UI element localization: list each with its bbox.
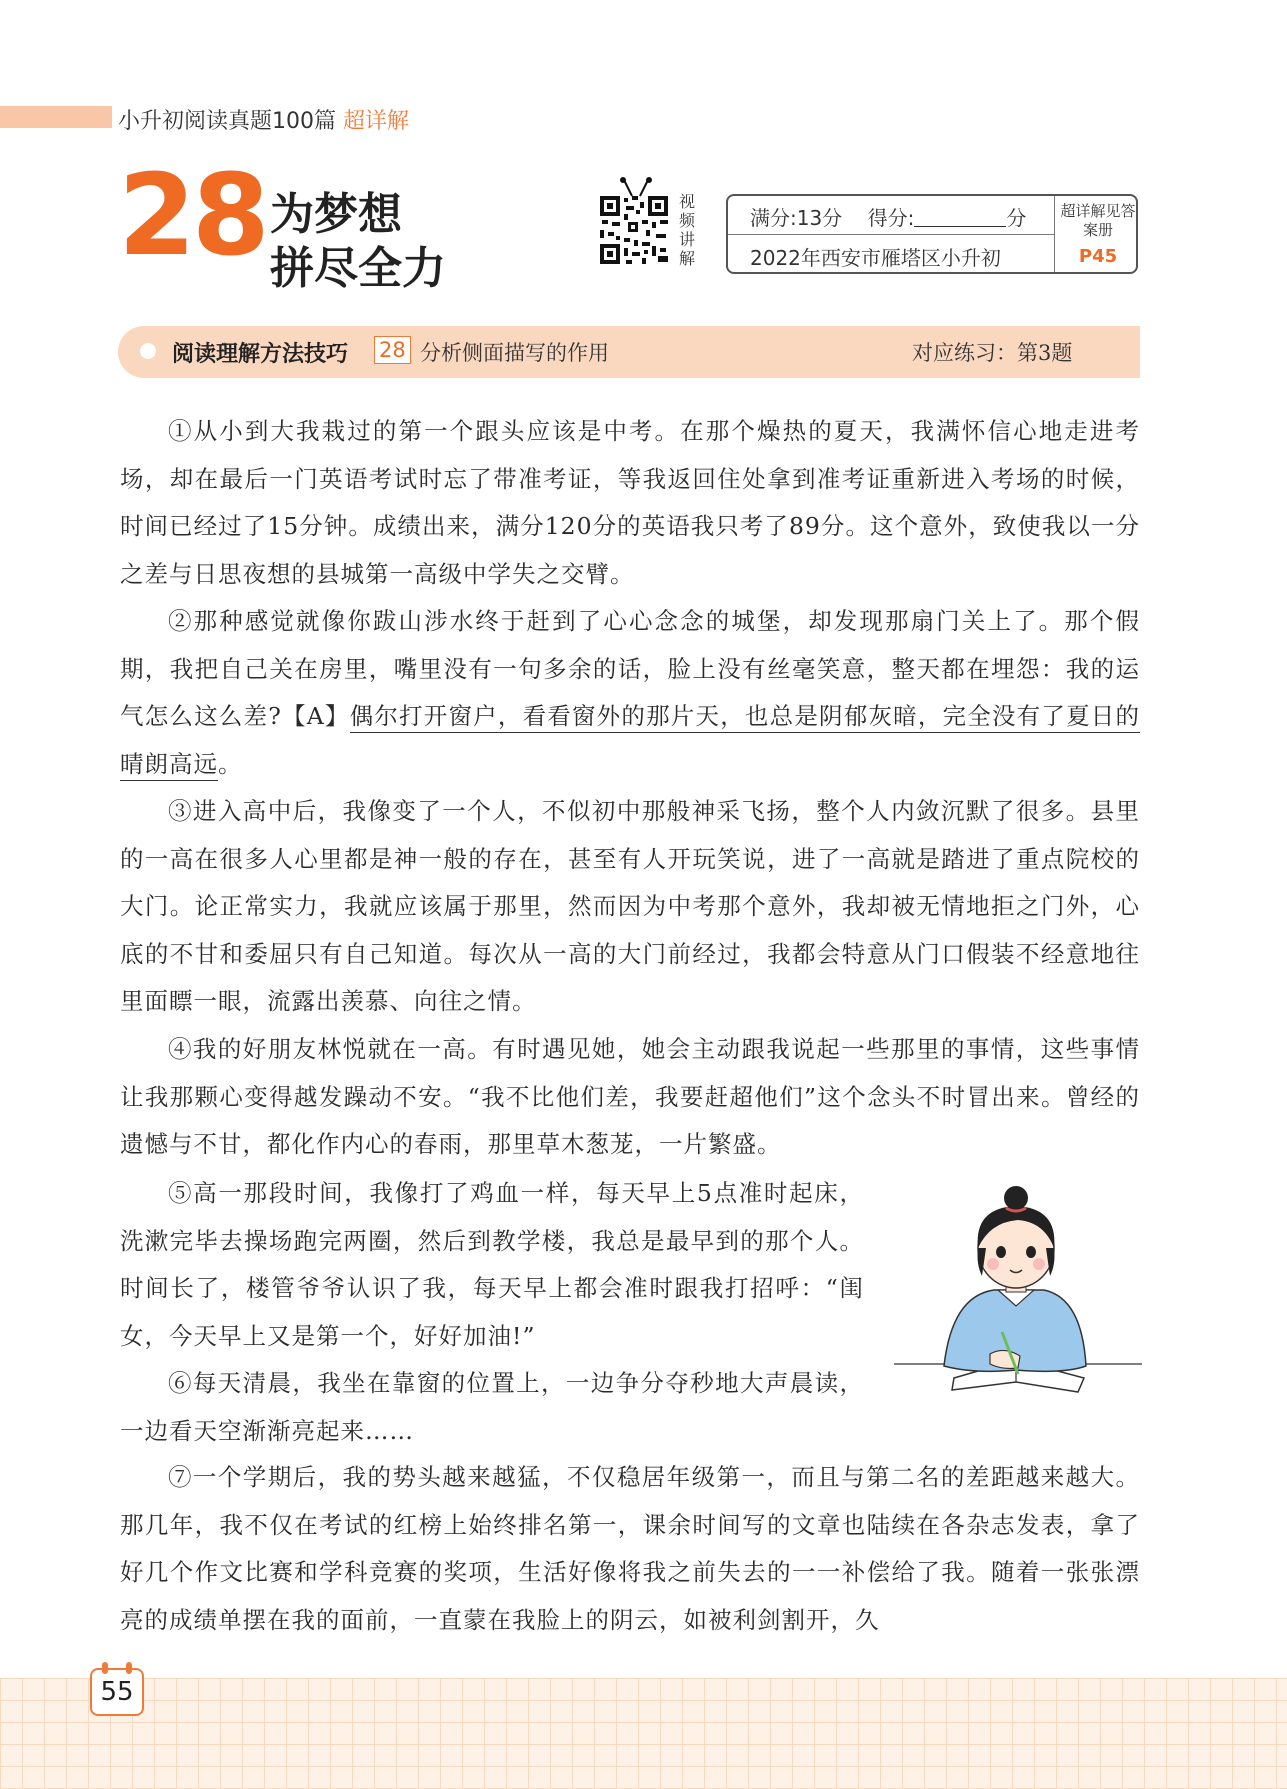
paragraph-4: ④我的好朋友林悦就在一高。有时遇见她，她会主动跟我说起一些那里的事情，这些事情让我那颗心变得越发躁动不安。“我不比他们差，我要赶超他们”这个念头不时冒出来。曾经的遗憾与不甘，都化作内心的春雨，那里草木葱茏，一片繁盛。 [120,1035,1140,1158]
full-score: 满分:13分 [750,206,843,230]
method-practice: 对应练习：第3题 [912,341,1073,365]
book-subtitle: 超详解 [343,109,410,134]
method-number: 28 [374,336,411,364]
footer-grid [0,1678,1287,1789]
paragraph-7: ⑦一个学期后，我的势头越来越猛，不仅稳居年级第一，而且与第二名的差距越来越大。 那几年，我不仅在考试的红榜上始终排名第一，课余时间写的文章也陆续在各杂志发表，拿了好几个作文比赛和学科竞赛的奖项，生活好像将我之前失去的一一补偿给了我。随着一张张漂亮的成绩单摆在我的面前，一直蒙在我脸上的阴云，如被利剑割开，久 [120,1463,1140,1634]
score-unit: 分 [1006,206,1027,230]
book-title: 小升初阅读真题100篇 超详解 [118,109,410,134]
lesson-title-line1: 为梦想 [270,189,402,240]
antenna-icon [614,176,658,198]
paragraph-5: ⑤高一那段时间，我像打了鸡血一样，每天早上5点准时起床，洗漱完毕去操场跑完两圈，然后到教学楼，我总是最早到的那个人。时间长了，楼管爷爷认识了我，每天早上都会准时跟我打招呼：“闺女，今天早上又是第一个，好好加油!” [120,1179,864,1350]
qr-code-icon[interactable] [598,194,670,266]
underlined-sentence-a: 偶尔打开窗户，看看窗外的那片天，也总是阴郁灰暗，完全没有了夏日的晴朗高远 [120,702,1140,781]
girl-studying-illustration [894,1178,1142,1406]
score-label: 得分: [867,206,915,230]
lesson-title-line2: 拼尽全力 [270,243,446,294]
bullet-dot-icon [140,343,156,359]
score-blank[interactable] [914,208,1006,227]
header-accent-bar [0,106,112,128]
score-line [750,202,1026,231]
video-label: 视频讲解 [678,192,695,268]
lesson-number: 28 [118,151,266,281]
paragraph-3: ③进入高中后，我像变了一个人，不似初中那般神采飞扬，整个人内敛沉默了很多。县里的一高在很多人心里都是神一般的存在，甚至有人开玩笑说，进了一高就是踏进了重点院校的大门。论正常实力，我就应该属于那里，然而因为中考那个意外，我却被无情地拒之门外，心底的不甘和委屈只有自己知道。每次从一高的大门前经过，我都会特意从门口假装不经意地往里面瞟一眼，流露出羡慕、向往之情。 [120,797,1140,1015]
page-number: 55 [100,1677,134,1707]
paragraph-6: ⑥每天清晨，我坐在靠窗的位置上，一边争分夺秒地大声晨读，一边看天空渐渐亮起来…… [120,1369,864,1445]
method-topic: 分析侧面描写的作用 [420,341,609,365]
score-box [726,194,1138,274]
answer-page: P45 [1078,246,1118,267]
answer-note: 超详解见答案册 [1060,202,1136,239]
exam-info: 2022年西安市雁塔区小升初 [750,246,1001,270]
paragraph-1: ①从小到大我栽过的第一个跟头应该是中考。在那个燥热的夏天，我满怀信心地走进考场，却在最后一门英语考试时忘了带准考证，等我返回住处拿到准考证重新进入考场的时候，时间已经过了15分钟。成绩出来，满分120分的英语我只考了89分。这个意外，致使我以一分之差与日思夜想的县城第一高级中学失之交臂。 [120,417,1140,588]
method-label: 阅读理解方法技巧 [172,342,349,367]
paragraph-2: ②那种感觉就像你跋山涉水终于赶到了心心念念的城堡，却发现那扇门关上了。那个假期，我把自己关在房里，嘴里没有一句多余的话，脸上没有丝毫笑意，整天都在埋怨：我的运气怎么这么差?【A】偶尔打开窗户，看看窗外的那片天，也总是阴郁灰暗，完全没有了夏日的晴朗高远。 [120,598,1140,788]
